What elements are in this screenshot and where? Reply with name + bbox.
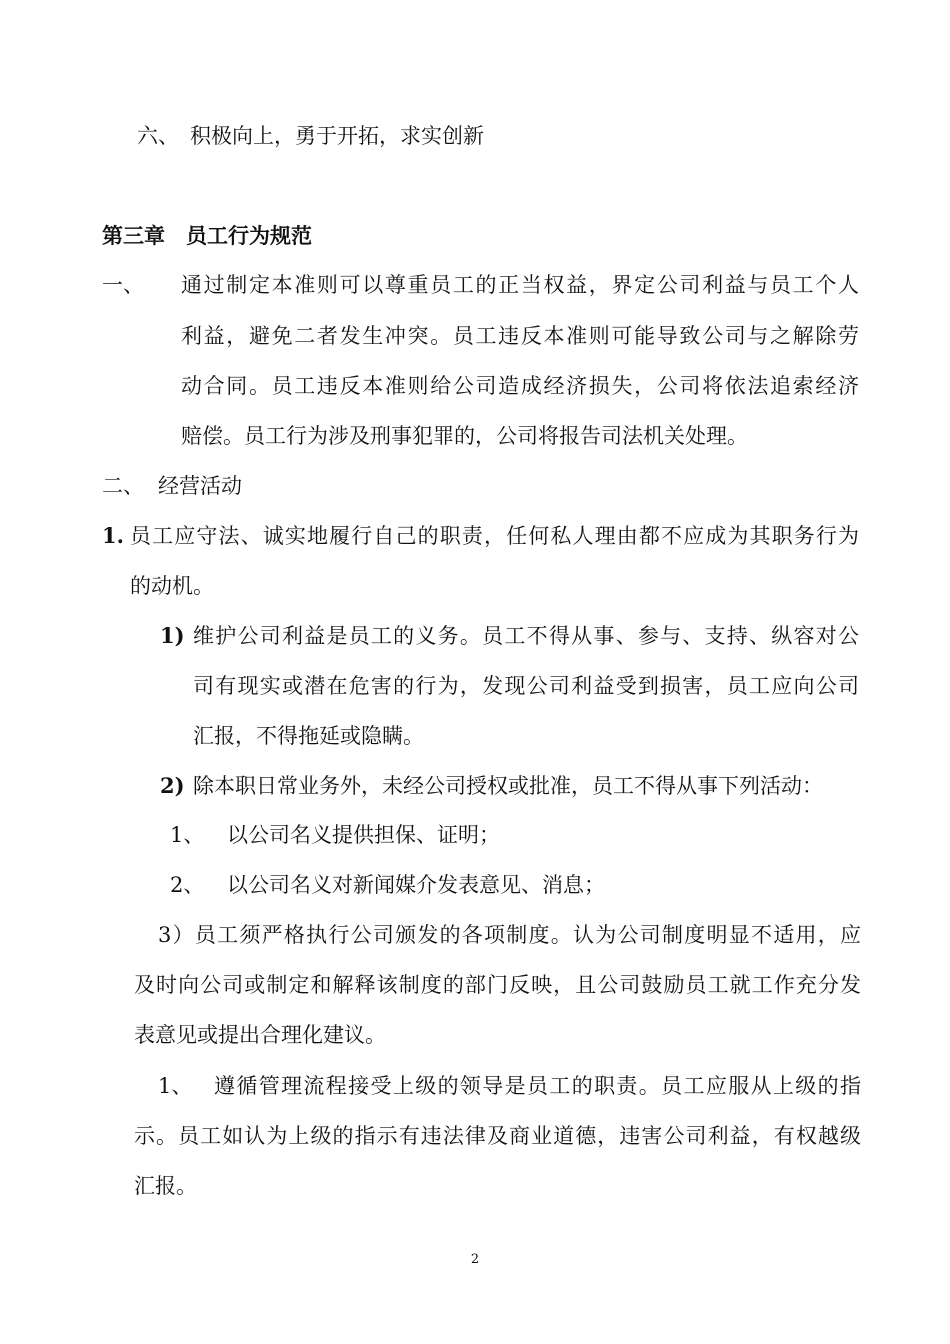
paragraph-line: 3）员工须严格执行公司颁发的各项制度。认为公司制度明显不适用，应: [158, 923, 861, 947]
paragraph-line: 遵循管理流程接受上级的领导是员工的职责。员工应服从上级的指: [214, 1074, 861, 1098]
paragraph-line: 动合同。员工违反本准则给公司造成经济损失，公司将依法追索经济: [181, 374, 859, 398]
paragraph-line: 员工应守法、诚实地履行自己的职责，任何私人理由都不应成为其职务行为: [130, 524, 859, 548]
sub-item-marker-2: 2、: [170, 873, 205, 897]
paragraph-line: 以公司名义提供担保、证明；: [227, 823, 500, 847]
paragraph-line: 除本职日常业务外，未经公司授权或批准，员工不得从事下列活动：: [193, 774, 823, 798]
item-marker-one: 一、: [102, 273, 144, 297]
paragraph-line: 维护公司利益是员工的义务。员工不得从事、参与、支持、纵容对公: [193, 624, 859, 648]
paragraph-line: 表意见或提出合理化建议。: [134, 1023, 386, 1047]
paragraph-line: 司有现实或潜在危害的行为，发现公司利益受到损害，员工应向公司: [193, 674, 859, 698]
sub-item-marker-1: 1、: [170, 823, 205, 847]
paragraph-line: 及时向公司或制定和解释该制度的部门反映，且公司鼓励员工就工作充分发: [134, 973, 861, 997]
chapter-heading: 第三章 员工行为规范: [102, 224, 312, 248]
page-number: 2: [470, 1252, 480, 1267]
paragraph-line: 汇报。: [134, 1174, 197, 1198]
item-marker-2-paren: 2): [160, 773, 185, 798]
value-line: 积极向上，勇于开拓，求实创新: [190, 124, 484, 148]
item-marker-1-b: 1、: [158, 1074, 193, 1098]
paragraph-line: 利益，避免二者发生冲突。员工违反本准则可能导致公司与之解除劳: [181, 324, 859, 348]
item-marker-1-paren: 1): [160, 623, 185, 648]
section-title: 经营活动: [158, 474, 242, 498]
paragraph-line: 以公司名义对新闻媒介发表意见、消息；: [227, 873, 605, 897]
paragraph-line: 通过制定本准则可以尊重员工的正当权益，界定公司利益与员工个人: [181, 273, 859, 297]
paragraph-line: 的动机。: [130, 574, 214, 598]
paragraph-line: 汇报，不得拖延或隐瞒。: [193, 724, 424, 748]
paragraph-line: 示。员工如认为上级的指示有违法律及商业道德，违害公司利益，有权越级: [134, 1124, 861, 1148]
item-marker-six: 六、: [137, 124, 179, 148]
item-marker-1: 1.: [102, 523, 124, 548]
paragraph-line: 赔偿。员工行为涉及刑事犯罪的，公司将报告司法机关处理。: [181, 424, 748, 448]
item-marker-two: 二、: [102, 474, 144, 498]
